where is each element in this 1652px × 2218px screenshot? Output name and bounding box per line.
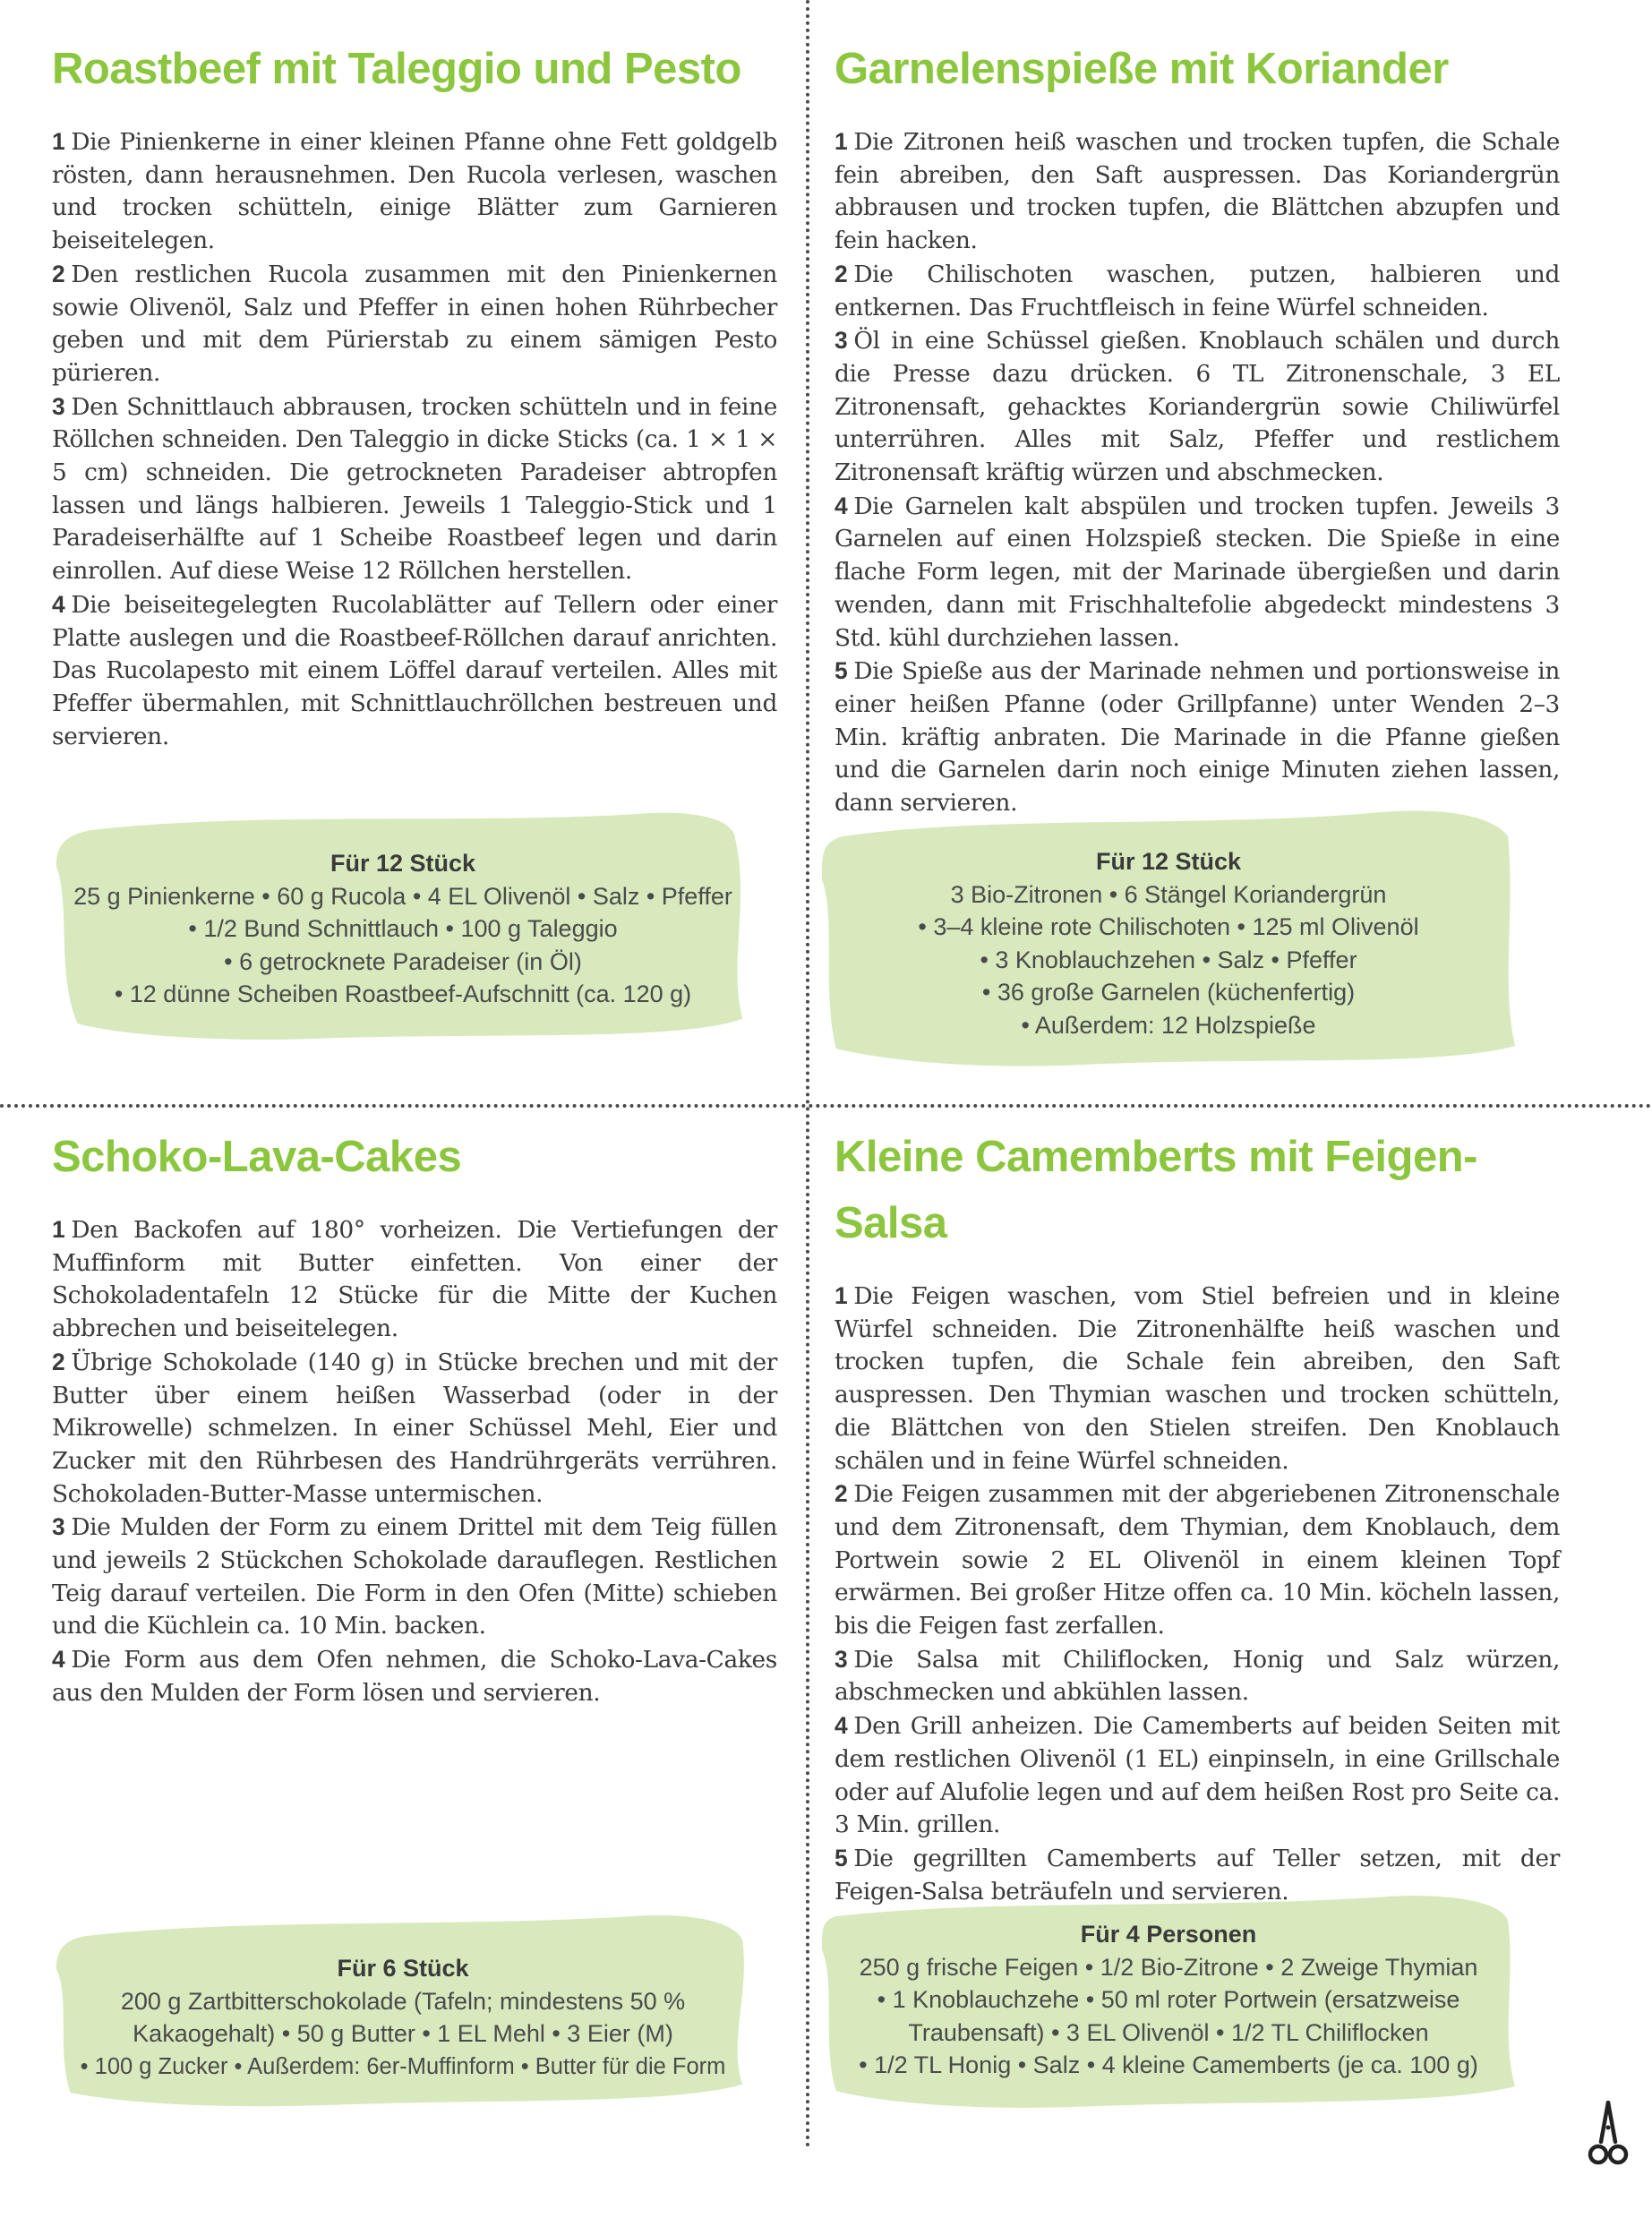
- step-text: Den Schnittlauch abbrausen, trocken schütteln und in feine Röllchen schneiden. Den Taleggio in dicke Sticks (ca. 1 × 1 × 5 cm) schneiden. Die getrockneten Paradeiser abtropfen lassen und längs halbieren. Jeweils 1 Taleggio-Stick und 1 Paradeiserhälfte auf 1 Scheibe Roastbeef legen und darin einrollen. Auf diese Weise 12 Röllchen herstellen.: [52, 392, 777, 586]
- step-text: Öl in eine Schüssel gießen. Knoblauch schälen und durch die Presse dazu drücken. 6 TL Zitronenschale, 3 EL Zitronensaft, gehacktes Koriandergrün sowie Chiliwürfel unterrühren. Alles mit Salz, Pfeffer und restlichem Zitronensaft kräftig würzen und abschmecken.: [835, 327, 1560, 487]
- ingredients-line: Traubensaft) • 3 EL Olivenöl • 1/2 TL Chiliflocken: [908, 2018, 1429, 2046]
- recipe-title: Schoko-Lava-Cakes: [52, 1133, 462, 1181]
- ingredients-line: • 100 g Zucker • Außerdem: 6er-Muffinform • Butter für die Form: [80, 2053, 726, 2079]
- recipe-steps: [52, 1213, 777, 1710]
- step-text: Die Mulden der Form zu einem Drittel mit dem Teig füllen und jeweils 2 Stückchen Schokolade darauflegen. Restlichen Teig darauf verteilen. Die Form in den Ofen (Mitte) schieben und die Küchlein ca. 10 Min. backen.: [52, 1513, 777, 1640]
- step-text: Die gegrillten Camemberts auf Teller setzen, mit der Feigen-Salsa beträufeln und servieren.: [835, 1844, 1560, 1905]
- step-text: Die Salsa mit Chiliflocken, Honig und Salz würzen, abschmecken und abkühlen lassen.: [835, 1645, 1560, 1707]
- step-text: Die Garnelen kalt abspülen und trocken tupfen. Jeweils 3 Garnelen auf einen Holzspieß stecken. Die Spieße in eine flache Form legen, mit der Marinade übergießen und darin wenden, dann mit Frischhaltefolie abgedeckt mindestens 3 Std. kühl durchziehen lassen.: [835, 492, 1560, 652]
- step-text: Übrige Schokolade (140 g) in Stücke brechen und mit der Butter über einem heißen Wasserbad (oder in der Mikrowelle) schmelzen. In einer Schüssel Mehl, Eier und Zucker mit den Rührbesen des Handrührgeräts verrühren. Schokoladen-Butter-Masse untermischen.: [52, 1348, 777, 1508]
- ingredients-line: • 3 Knoblauchzehen • Salz • Pfeffer: [980, 946, 1357, 973]
- step-text: Die Chilischoten waschen, putzen, halbieren und entkernen. Das Fruchtfleisch in feine Würfel schneiden.: [835, 260, 1560, 321]
- step-number: 3: [835, 327, 848, 355]
- step-number: 4: [835, 492, 848, 519]
- ingredients-line: Kakaogehalt) • 50 g Butter • 1 EL Mehl • 3 Eier (M): [133, 2020, 673, 2047]
- ingredients-heading: Für 12 Stück: [1095, 848, 1242, 875]
- ingredients-box: [815, 804, 1522, 1073]
- ingredients-line: 25 g Pinienkerne • 60 g Rucola • 4 EL Olivenöl • Salz • Pfeffer: [73, 882, 732, 910]
- recipe-step: [52, 588, 777, 754]
- step-text: Den restlichen Rucola zusammen mit den Pinienkernen sowie Olivenöl, Salz und Pfeffer in einen hohen Rührbecher geben und mit dem Pürierstab zu einem sämigen Pesto pürieren.: [52, 260, 777, 387]
- step-number: 1: [835, 1282, 848, 1309]
- step-text: Den Grill anheizen. Die Camemberts auf beiden Seiten mit dem restlichen Olivenöl (1 EL) einpinseln, in eine Grillschale oder auf Alufolie legen und auf dem heißen Rost pro Seite ca. 3 Min. grillen.: [835, 1712, 1560, 1839]
- recipe-schoko-lava-cakes: [52, 1124, 777, 1710]
- recipe-step: [835, 258, 1560, 324]
- step-number: 4: [52, 590, 65, 618]
- recipe-step: [52, 1346, 777, 1511]
- recipe-step: [835, 1477, 1560, 1643]
- recipe-steps: [835, 1280, 1560, 1908]
- step-number: 3: [52, 1513, 65, 1541]
- ingredients-heading: Für 12 Stück: [330, 850, 476, 877]
- recipe-step: [835, 1280, 1560, 1477]
- recipe-title: Roastbeef mit Taleggio und Pesto: [52, 45, 741, 93]
- recipe-step: [52, 390, 777, 588]
- recipe-step: [835, 490, 1560, 655]
- ingredients-line: • 36 große Garnelen (küchenfertig): [981, 979, 1356, 1006]
- recipe-steps: [52, 125, 777, 753]
- step-text: Die Spieße aus der Marinade nehmen und portionsweise in einer heißen Pfanne (oder Grillpfanne) unter Wenden 2–3 Min. kräftig anbraten. Die Marinade in die Pfanne gießen und die Garnelen darin noch einige Minuten ziehen lassen, dann servieren.: [835, 657, 1560, 818]
- step-text: Den Backofen auf 180° vorheizen. Die Vertiefungen der Muffinform mit Butter einfetten. Von einer der Schokoladentafeln 12 Stücke für die Mitte der Kuchen abbrechen und beiseitelegen.: [52, 1216, 777, 1343]
- step-number: 2: [835, 260, 848, 287]
- ingredients-line: 250 g frische Feigen • 1/2 Bio-Zitrone • 2 Zweige Thymian: [859, 1953, 1478, 1981]
- ingredients-line: 3 Bio-Zitronen • 6 Stängel Koriandergrün: [950, 880, 1387, 908]
- step-number: 1: [52, 128, 65, 155]
- ingredients-line: • 12 dünne Scheiben Roastbeef-Aufschnitt (ca. 120 g): [114, 981, 692, 1007]
- ingredients-line: • Außerdem: 12 Holzspieße: [1021, 1011, 1316, 1039]
- recipe-roastbeef: [52, 36, 777, 753]
- recipe-title: Kleine Camemberts mit Feigen-Salsa: [835, 1133, 1477, 1247]
- ingredients-box: [49, 806, 757, 1048]
- recipe-step: [52, 125, 777, 258]
- ingredients-line: • 3–4 kleine rote Chilischoten • 125 ml Olivenöl: [918, 913, 1419, 940]
- ingredients-line: • 1/2 Bund Schnittlauch • 100 g Taleggio: [188, 915, 618, 942]
- horizontal-cut-line: [0, 1104, 1652, 1108]
- recipe-steps: [835, 125, 1560, 820]
- recipe-step: [52, 1511, 777, 1643]
- recipe-step: [52, 1213, 777, 1346]
- recipe-step: [52, 1643, 777, 1709]
- recipe-camemberts: [835, 1124, 1560, 1908]
- recipe-step: [52, 258, 777, 390]
- step-number: 4: [835, 1712, 848, 1740]
- scissors-icon: [1587, 2101, 1630, 2171]
- recipe-step: [835, 125, 1560, 258]
- step-text: Die beiseitegelegten Rucolablätter auf Tellern oder einer Platte auslegen und die Roastbeef-Röllchen darauf anrichten. Das Rucolapesto mit einem Löffel darauf verteilen. Alles mit Pfeffer übermahlen, mit Schnittlauchröllchen bestreuen und servieren.: [52, 590, 777, 750]
- vertical-cut-line: [806, 0, 809, 2149]
- step-text: Die Form aus dem Ofen nehmen, die Schoko-Lava-Cakes aus den Mulden der Form lösen und servieren.: [52, 1646, 777, 1707]
- step-number: 1: [52, 1216, 65, 1243]
- ingredients-heading: Für 6 Stück: [337, 1955, 469, 1982]
- ingredients-heading: Für 4 Personen: [1080, 1921, 1257, 1948]
- recipe-step: [835, 1709, 1560, 1842]
- recipe-step: [835, 324, 1560, 490]
- ingredients-line: 200 g Zartbitterschokolade (Tafeln; mindestens 50 %: [120, 1987, 686, 2015]
- ingredients-line: • 6 getrocknete Paradeiser (in Öl): [224, 947, 582, 975]
- step-text: Die Zitronen heiß waschen und trocken tupfen, die Schale fein abreiben, den Saft auspressen. Das Koriandergrün abbrausen und trocken tupfen, die Blättchen abzupfen und fein hacken.: [835, 128, 1560, 255]
- step-text: Die Feigen waschen, vom Stiel befreien und in kleine Würfel schneiden. Die Zitronenhälfte heiß waschen und trocken tupfen, die Schale fein abreiben, den Saft auspressen. Den Thymian waschen und trocken schütteln, die Blättchen von den Stielen streifen. Den Knoblauch schälen und in feine Würfel schneiden.: [835, 1282, 1560, 1475]
- step-number: 1: [835, 128, 848, 155]
- step-number: 4: [52, 1646, 65, 1674]
- step-text: Die Feigen zusammen mit der abgeriebenen Zitronenschale und dem Zitronensaft, dem Thymian, dem Knoblauch, dem Portwein sowie 2 EL Olivenöl in einem kleinen Topf erwärmen. Bei großer Hitze offen ca. 10 Min. köcheln lassen, bis die Feigen fast zerfallen.: [835, 1480, 1560, 1640]
- ingredients-line: • 1/2 TL Honig • Salz • 4 kleine Camemberts (je ca. 100 g): [859, 2051, 1478, 2078]
- step-number: 5: [835, 1844, 848, 1871]
- step-number: 2: [52, 260, 65, 287]
- step-number: 2: [52, 1348, 65, 1375]
- ingredients-box: [49, 1907, 757, 2113]
- recipe-step: [835, 1643, 1560, 1709]
- step-number: 2: [835, 1480, 848, 1508]
- ingredients-box: [815, 1889, 1522, 2113]
- step-number: 3: [52, 392, 65, 420]
- recipe-garnelenspiesse: [835, 36, 1560, 820]
- recipe-title: Garnelenspieße mit Koriander: [835, 45, 1449, 93]
- step-text: Die Pinienkerne in einer kleinen Pfanne ohne Fett goldgelb rösten, dann herausnehmen. Den Rucola verlesen, waschen und trocken schütteln, einige Blätter zum Garnieren beiseitelegen.: [52, 128, 777, 255]
- recipe-step: [835, 655, 1560, 820]
- step-number: 3: [835, 1645, 848, 1673]
- ingredients-line: • 1 Knoblauchzehe • 50 ml roter Portwein (ersatzweise: [877, 1986, 1460, 2013]
- step-number: 5: [835, 657, 848, 685]
